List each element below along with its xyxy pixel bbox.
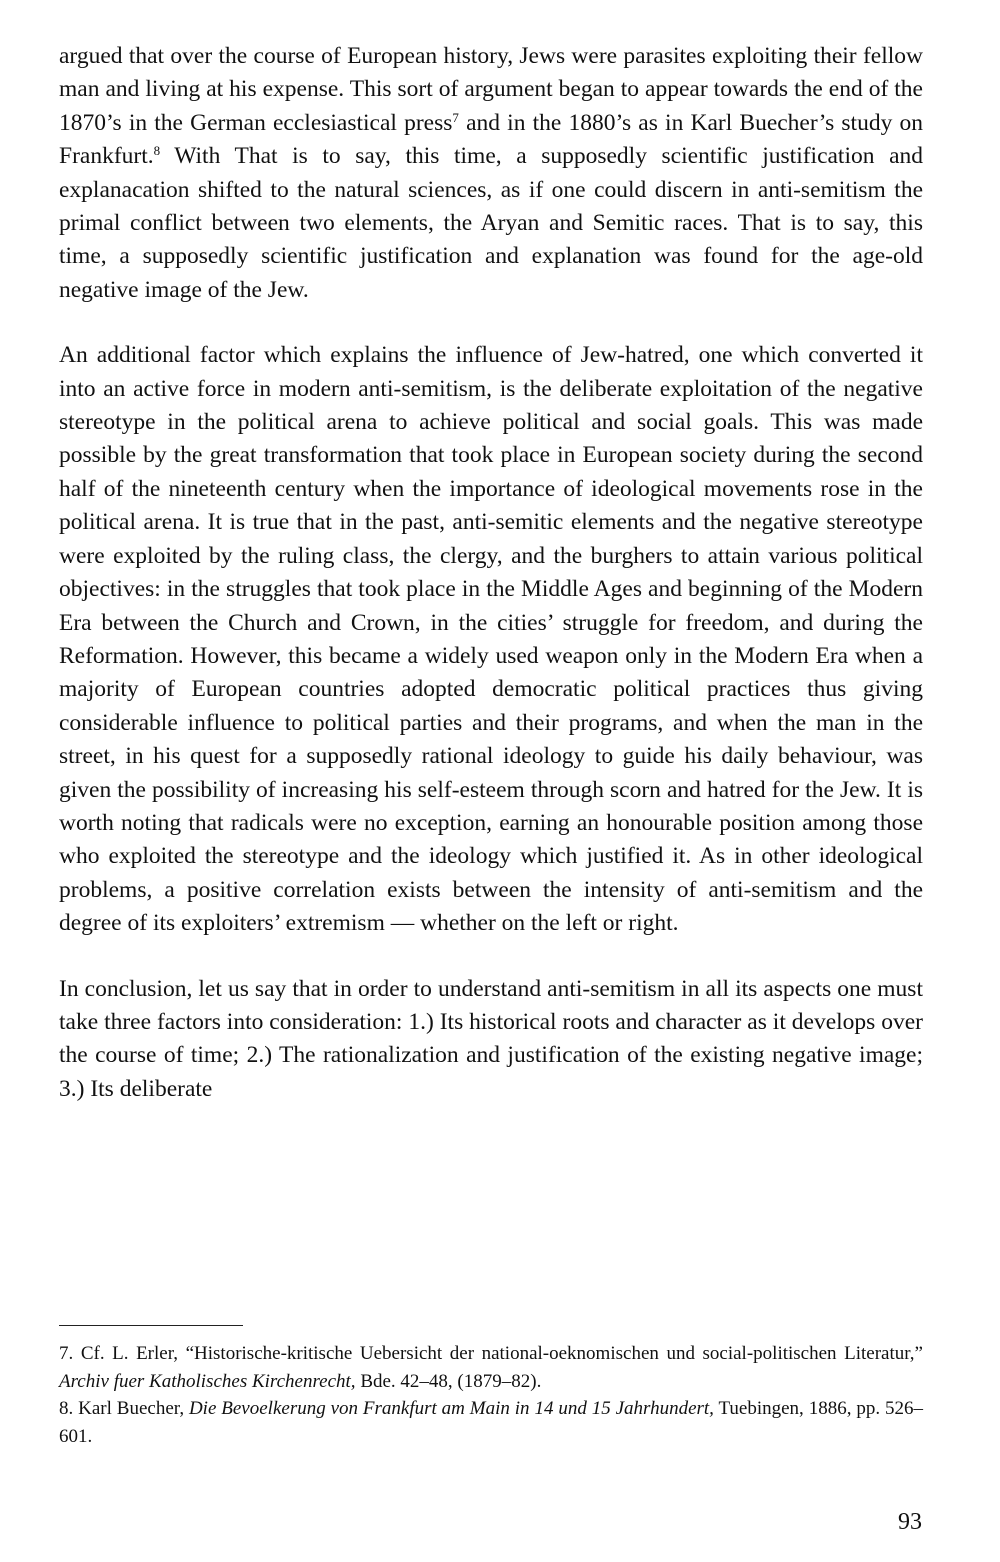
page-body	[59, 40, 923, 1106]
paragraph-1-text-c: With That is to say, this time, a supposedly scientific justification and explanacation shifted to the natural sciences, as if one could discern in anti-semitism the primal conflict between two elements, the Aryan and Semitic races. That is to say, this time, a supposedly scientific justification and explanation was found for the age-old negative image of the Jew.	[59, 143, 923, 303]
footnote-7	[59, 1340, 923, 1395]
footnote-8-number: 8.	[59, 1398, 74, 1420]
paragraph-3: In conclusion, let us say that in order to understand anti-semitism in all its aspects one must take three factors into consideration: 1.) Its historical roots and character as it develops over the course of time; 2.) The rationalization and justification of the existing negative image; 3.) Its deliberate	[59, 975, 923, 1102]
footnote-divider	[59, 1325, 243, 1326]
footnote-7-text: Cf. L. Erler, “Historische-kritische Uebersicht der national-oeknomischen und social-politischen Literatur,”	[73, 1343, 923, 1364]
paragraph-1-text-b: and in the 1880’s as in Karl Buecher’s study on Frankfurt.	[59, 109, 923, 170]
page-number: 93	[898, 1509, 922, 1535]
footnote-8-title: Die Bevoelkerung von Frankfurt am Main in 14 und 15 Jahrhundert,	[188, 1398, 714, 1420]
paragraph-1-text-a: argued that over the course of European history, Jews were parasites exploiting their fellow man and living at his expense. This sort of argument began to appear towards the end of the 1870’s in the German ecclesiastical press	[59, 43, 923, 136]
footnotes	[59, 1340, 923, 1450]
footnote-7-title: Archiv fuer Katholisches Kirchenrecht,	[59, 1370, 356, 1392]
footnote-8-text: Karl Buecher,	[73, 1398, 189, 1420]
footnote-7-details: Bde. 42–48, (1879–82).	[355, 1370, 542, 1392]
footnote-ref-7: 7	[452, 109, 459, 125]
footnote-ref-8: 8	[153, 143, 161, 159]
paragraph-2: An additional factor which explains the influence of Jew-hatred, one which converted it into an active force in modern anti-semitism, is the deliberate exploitation of the negative stereotype in the political arena to achieve political and social goals. This was made possible by the great transformation that took place in European society during the second half of the nineteenth century when the importance of ideological movements rose in the political arena. It is true that in the past, anti-semitic elements and the negative stereotype were exploited by the ruling class, the clergy, and the burghers to attain various political objectives: in the struggles that took place in the Middle Ages and beginning of the Modern Era between the Church and Crown, in the cities’ struggle for freedom, and during the Reformation. However, this became a widely used weapon only in the Modern Era when a majority of European countries adopted democratic political practices thus giving considerable influence to political parties and their programs, and when the man in the street, in his quest for a supposedly rational ideology to guide his daily behaviour, was given the possibility of increasing his self-esteem through scorn and hatred for the Jew. It is worth noting that radicals were no exception, earning an honourable position among those who exploited the stereotype and the ideology which justified it. As in other ideological problems, a positive correlation exists between the intensity of anti-semitism and the degree of its exploiters’ extremism — whether on the left or right.	[59, 342, 923, 937]
paragraph-1	[59, 40, 923, 307]
footnote-8	[59, 1395, 923, 1450]
footnote-8-details: Tuebingen, 1886, pp. 526–601.	[59, 1398, 923, 1447]
footnote-7-number: 7.	[59, 1343, 74, 1364]
